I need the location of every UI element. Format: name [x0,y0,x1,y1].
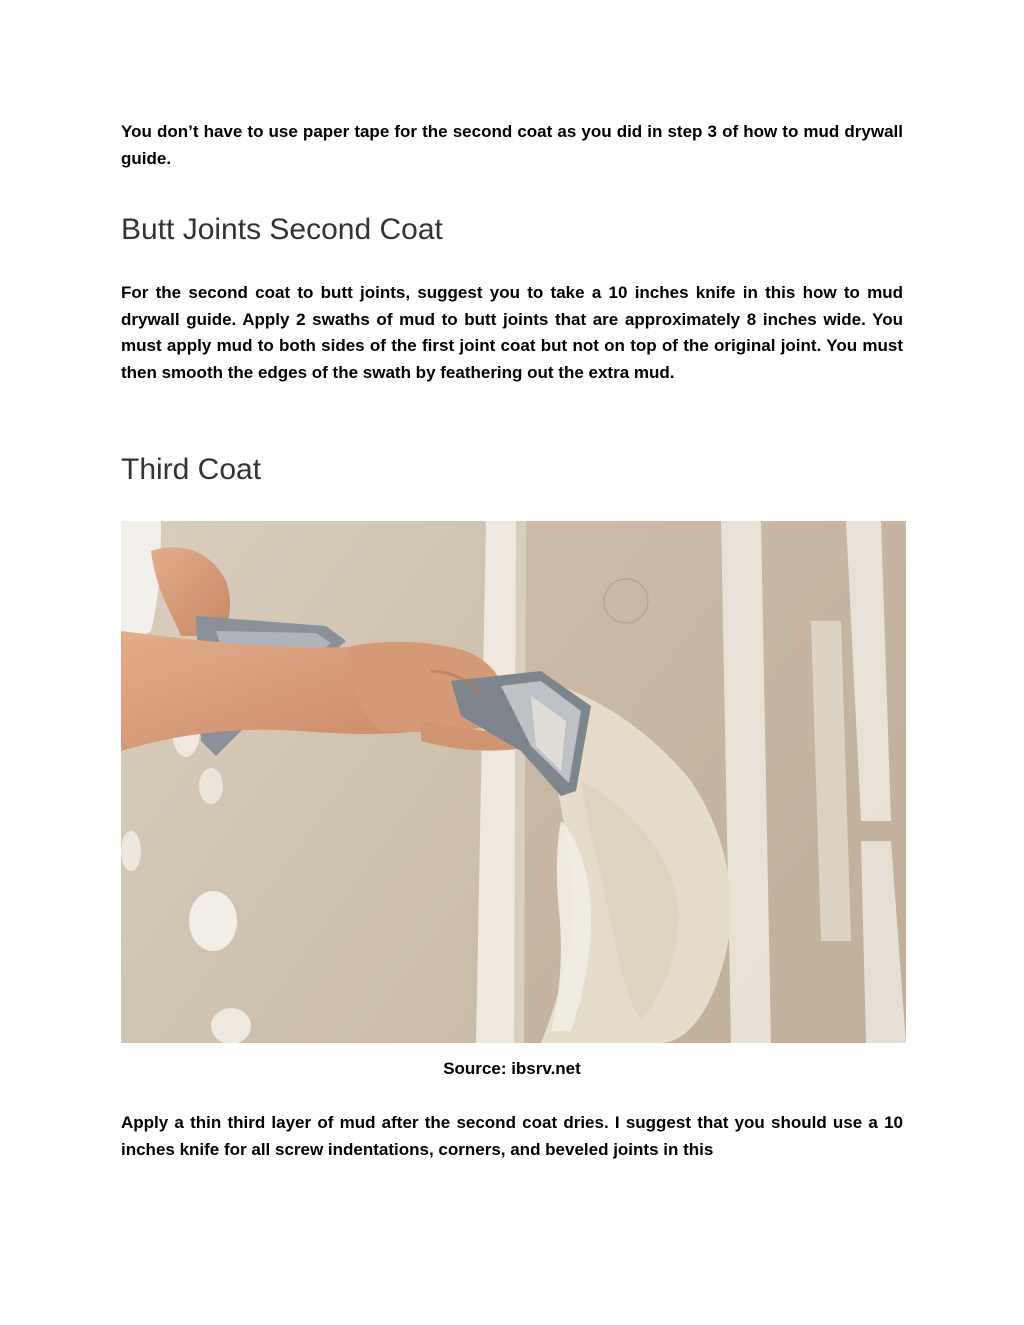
butt-joints-paragraph: For the second coat to butt joints, suggest you to take a 10 inches knife in this how to mud drywall guide. Apply 2 swaths of mud to butt joints that are approximately 8 inches wide. You must apply mud to both sides of the first joint coat but not on top of the original joint. You must then smooth the edges of the swath by feathering out the extra mud. [121,283,903,382]
intro-paragraph: You don’t have to use paper tape for the second coat as you did in step 3 of how to mud drywall guide. [121,122,903,168]
third-coat-heading: Third Coat [121,453,262,486]
drywall-mudding-photo [121,521,906,1043]
photo-caption: Source: ibsrv.net [443,1059,581,1078]
third-coat-paragraph: Apply a thin third layer of mud after the second coat dries. I suggest that you should use a 10 inches knife for all screw indentations, corners, and beveled joints in this [121,1113,903,1159]
butt-joints-heading: Butt Joints Second Coat [121,213,443,246]
